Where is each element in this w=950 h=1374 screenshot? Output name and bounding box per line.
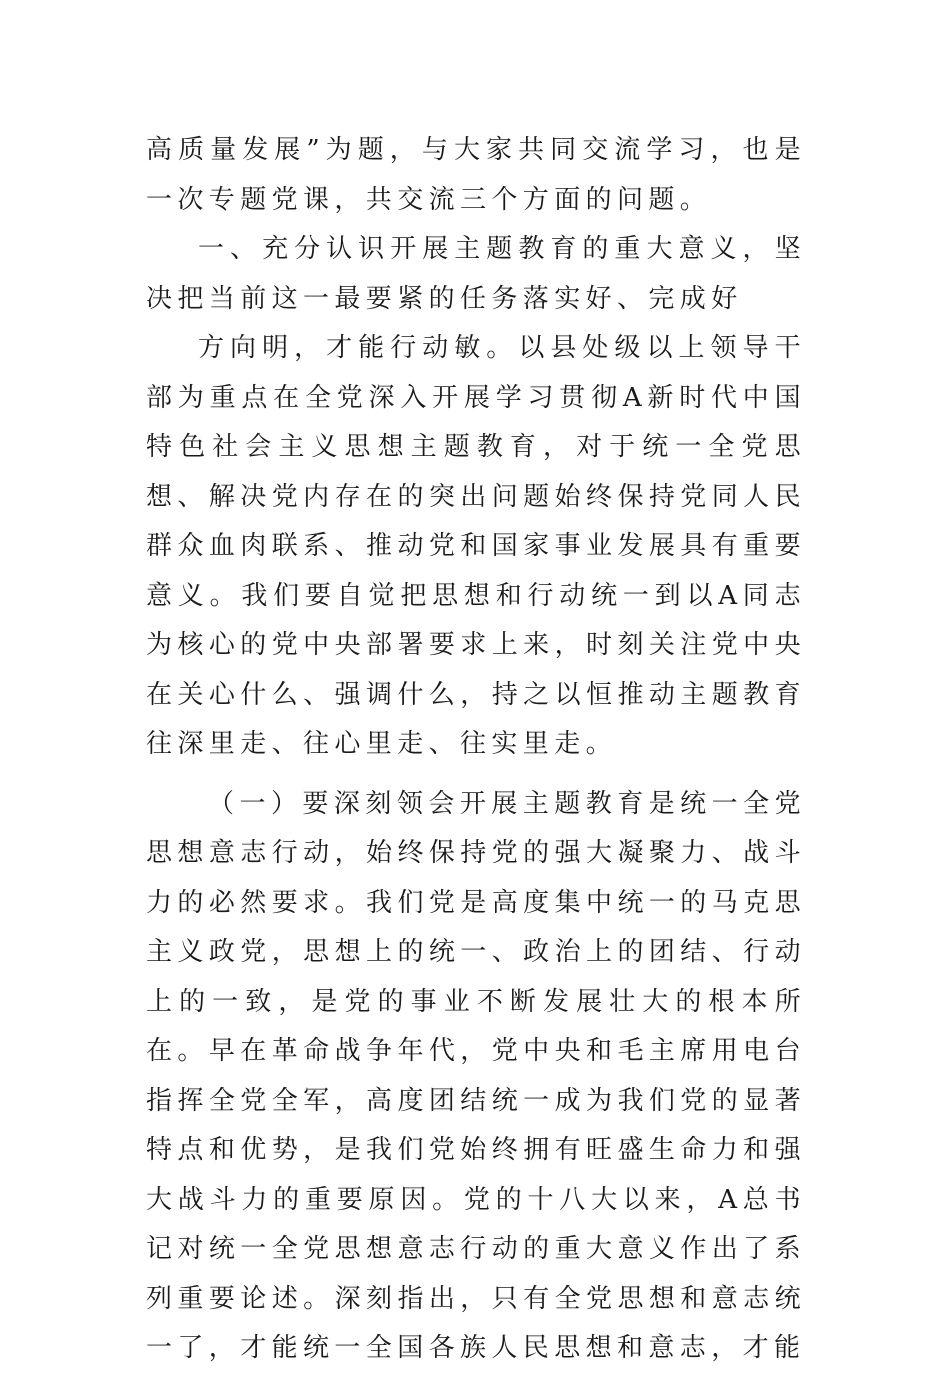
- paragraph-continuation: 高质量发展”为题，与大家共同交流学习，也是一次专题党课，共交流三个方面的问题。: [146, 135, 806, 215]
- subsection-one: （一）要深刻领会开展主题教育是统一全党思想意志行动，始终保持党的强大凝聚力、战斗力的必然要求。我们党是高度集中统一的马克思主义政党，思想上的统一、政治上的团结、行动上的一致，是党的事业不断发展壮大的根本所在。早在革命战争年代，党中央和毛主席用电台指挥全党全军，高度团结统一成为我们党的显著特点和优势，是我们党始终拥有旺盛生命力和强大战斗力的重要原因。党的十八大以来，A总书记对统一全党思想意志行动的重大意义作出了系列重要论述。深刻指出，只有全党思想和意志统一了，才能统一全国各族人民思想和意志，才能: [146, 788, 806, 1363]
- paragraph-direction: 方向明，才能行动敏。以县处级以上领导干部为重点在全党深入开展学习贯彻A新时代中国特色社会主义思想主题教育，对于统一全党思想、解决党内存在的突出问题始终保持党同人民群众血肉联系、推动党和国家事业发展具有重要意义。我们要自觉把思想和行动统一到以A同志为核心的党中央部署要求上来，时刻关注党中央在关心什么、强调什么，持之以恒推动主题教育往深里走、往心里走、往实里走。: [146, 333, 806, 759]
- document-body: [146, 126, 806, 1374]
- section-heading-one: 一、充分认识开展主题教育的重大意义，坚决把当前这一最要紧的任务落实好、完成好: [146, 234, 806, 314]
